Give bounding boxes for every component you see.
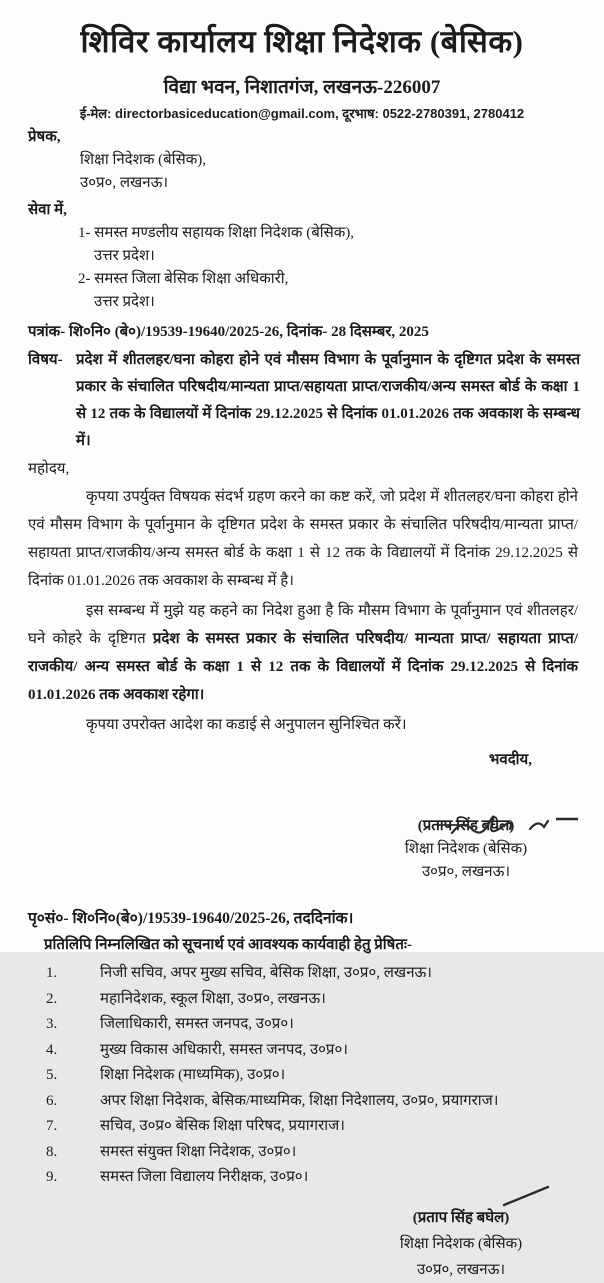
list-item [46, 1114, 604, 1140]
list-item [46, 1038, 604, 1064]
body-paragraph-2-bold: प्रदेश के समस्त प्रकार के संचालित परिषदीय/ मान्यता प्राप्त/ सहायता प्राप्त/ राजकीय/ अन्य समस्त बोर्ड के कक्षा 1 से 12 तक के विद्यालयों में दिनांक 29.12.2025 से दिनांक 01.01.2026 तक अवकाश रहेगा। [28, 631, 578, 703]
sender-label: प्रेषक, [28, 129, 61, 145]
office-address: विद्या भवन, निशातगंज, लखनऊ-226007 [163, 77, 441, 98]
list-item-text: महानिदेशक, स्कूल शिक्षा, उ०प्र०, लखनऊ। [100, 990, 326, 1007]
list-item-text: समस्त जिला विद्यालय निरीक्षक, उ०प्र०। [100, 1169, 309, 1185]
salutation: महोदय, [28, 461, 70, 477]
list-item-number: 3. [46, 1016, 58, 1032]
list-item-number: 2. [46, 990, 58, 1007]
list-item-text: निजी सचिव, अपर मुख्य सचिव, बेसिक शिक्षा, उ०प्र०, लखनऊ। [100, 965, 432, 981]
body-paragraph-1: कृपया उपर्युक्त विषयक संदर्भ ग्रहण करने का कष्ट करें, जो प्रदेश में शीतलहर/घना कोहरा होने एवं मौसम विभाग के पूर्वानुमान के दृष्टिगत प्रदेश के समस्त प्रकार के संचालित परिषदीय/मान्यता प्राप्त/सहायता प्राप्त/राजकीय/अन्य समस्त बोर्ड के कक्षा 1 से 12 तक के विद्यालयों में दिनांक 29.12.2025 से दिनांक 01.01.2026 तक अवकाश के सम्बन्ध में है। [28, 489, 578, 589]
list-item-number: 8. [46, 1143, 58, 1160]
list-item [46, 1165, 604, 1191]
sender-line: शिक्षा निदेशक (बेसिक), [80, 152, 206, 168]
sender-line: उ०प्र०, लखनऊ। [80, 175, 169, 191]
letterhead [0, 0, 604, 122]
list-item-text: अपर शिक्षा निदेशक, बेसिक/माध्यमिक, शिक्षा निदेशालय, उ०प्र०, प्रयागराज। [100, 1092, 499, 1109]
list-item-number: 1. [46, 965, 58, 981]
signatory-name: (प्रताप सिंह बघेल) [412, 1209, 510, 1226]
recipients-label: सेवा में, [28, 202, 67, 218]
list-item-text: सचिव, उ०प्र० बेसिक शिक्षा परिषद, प्रयागराज। [100, 1118, 345, 1134]
list-item-text: जिलाधिकारी, समस्त जनपद, उ०प्र०। [100, 1016, 294, 1032]
list-item [46, 987, 604, 1013]
subject-label: विषय- [28, 352, 63, 368]
list-item-number: 4. [46, 1041, 58, 1058]
list-item-number: 9. [46, 1169, 58, 1185]
office-contact: ई-मेल: directorbasiceducation@gmail.com, दूरभाष: 0522-2780391, 2780412 [79, 106, 525, 121]
recipient-line: उत्तर प्रदेश। [94, 294, 155, 310]
list-item-text: मुख्य विकास अधिकारी, समस्त जनपद, उ०प्र०। [100, 1041, 348, 1058]
list-item [46, 1063, 604, 1089]
list-item-number: 5. [46, 1067, 58, 1083]
recipients-block [0, 199, 604, 314]
signatory-designation: शिक्षा निदेशक (बेसिक) [399, 1235, 523, 1252]
signatory-place: उ०प्र०, लखनऊ। [421, 864, 511, 880]
body-paragraph-2 [28, 597, 578, 709]
list-item [46, 1012, 604, 1038]
subject-block [28, 347, 580, 455]
list-item [46, 961, 604, 987]
list-item [46, 1089, 604, 1115]
signature-block-middle [356, 815, 576, 884]
recipient-line: 1- समस्त मण्डलीय सहायक शिक्षा निदेशक (बेसिक), [78, 225, 355, 241]
body-paragraph-2-normal: इस सम्बन्ध में मुझे यह कहने का निदेश हुआ है कि मौसम विभाग के पूर्वानुमान एवं शीतलहर/घने कोहरे के दृष्टिगत [28, 603, 578, 647]
list-item-number: 7. [46, 1118, 58, 1134]
closing-word: भवदीय, [488, 752, 532, 768]
signature-block-bottom [356, 1205, 566, 1283]
office-title: शिविर कार्यालय शिक्षा निदेशक (बेसिक) [80, 24, 524, 59]
list-item-text: शिक्षा निदेशक (माध्यमिक), उ०प्र०। [100, 1067, 286, 1083]
list-item-text: समस्त संयुक्त शिक्षा निदेशक, उ०प्र०। [100, 1143, 297, 1160]
list-item-number: 6. [46, 1092, 58, 1109]
copy-distribution-list [0, 961, 604, 1191]
list-item [46, 1140, 604, 1166]
letter-number-line: पत्रांक- शि०नि० (बे०)/19539-19640/2025-26, दिनांक- 28 दिसम्बर, 2025 [28, 324, 429, 340]
body-paragraph-3: कृपया उपरोक्त आदेश का कडाई से अनुपालन सुनिश्चित करें। [86, 717, 407, 733]
sender-block [0, 126, 604, 195]
recipient-line: 2- समस्त जिला बेसिक शिक्षा अधिकारी, [78, 271, 289, 287]
endorsement-number-line: पृ०सं०- शि०नि०(बे०)/19539-19640/2025-26, तददिनांक। [28, 910, 354, 927]
copy-list-heading: प्रतिलिपि निम्नलिखित को सूचनार्थ एवं आवश्यक कार्यवाही हेतु प्रेषितः- [44, 937, 412, 953]
recipient-line: उत्तर प्रदेश। [94, 248, 155, 264]
signatory-designation: शिक्षा निदेशक (बेसिक) [404, 841, 528, 857]
signatory-place: उ०प्र०, लखनऊ। [416, 1261, 506, 1278]
signatory-name: (प्रताप सिंह बघेल) [417, 818, 515, 834]
subject-text: प्रदेश में शीतलहर/घना कोहरा होने एवं मौसम विभाग के पूर्वानुमान के दृष्टिगत प्रदेश के समस्त प्रकार के संचालित परिषदीय/मान्यता प्राप्त/सहायता प्राप्त/राजकीय/अन्य समस्त बोर्ड के कक्षा 1 से 12 तक के विद्यालयों में दिनांक 29.12.2025 से दिनांक 01.01.2026 तक अवकाश के सम्बन्ध में। [76, 352, 580, 449]
